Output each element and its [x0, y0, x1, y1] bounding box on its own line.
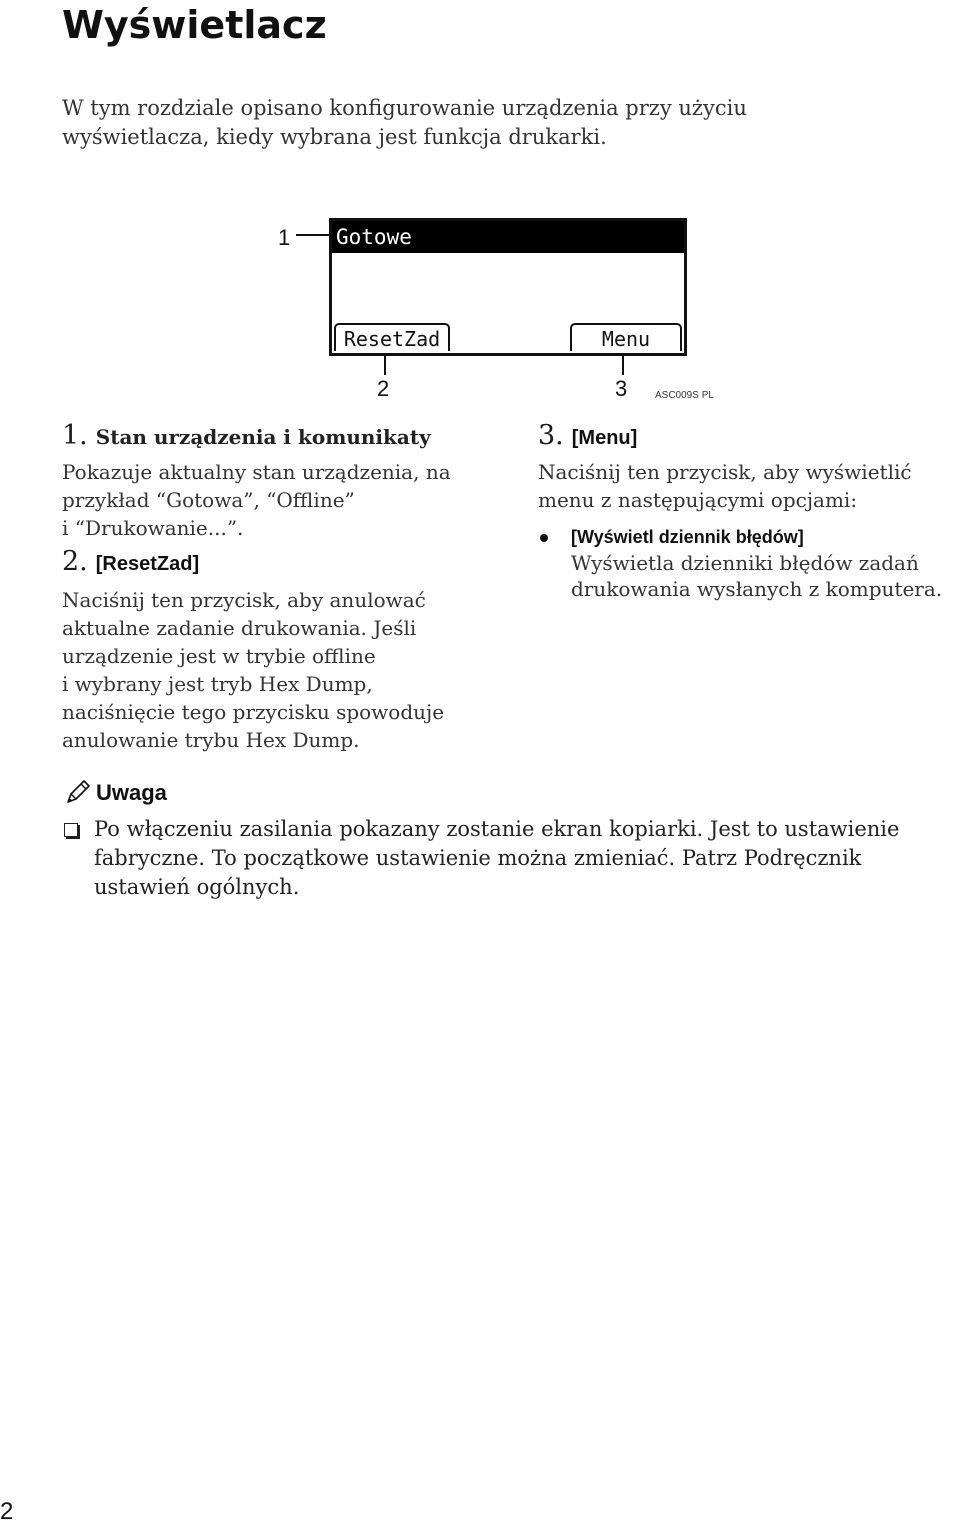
bullet-icon: [540, 534, 548, 542]
item-heading: [538, 422, 958, 458]
intro-line: W tym rozdziale opisano konfigurowanie urządzenia przy użyciu: [62, 96, 747, 120]
item-title: [ResetZad]: [95, 553, 200, 575]
right-column: [538, 422, 958, 602]
lcd-status-bar: Gotowe: [332, 221, 684, 253]
item-text-line: przykład “Gotowa”, “Offline”: [62, 488, 355, 512]
page-number: 2: [0, 1498, 14, 1525]
intro-paragraph: [62, 94, 902, 152]
item-text-line: i wybrany jest tryb Hex Dump,: [62, 672, 373, 696]
item-text-line: anulowanie trybu Hex Dump.: [62, 728, 360, 752]
item-text-line: i “Drukowanie...”.: [62, 516, 244, 540]
callout-2: 2: [377, 376, 390, 401]
left-column: [62, 422, 502, 754]
callout-2-line: [384, 353, 386, 375]
item-text-line: naciśnięcie tego przycisku spowoduje: [62, 700, 445, 724]
item-text-line: menu z następującymi opcjami:: [538, 488, 858, 512]
item-text-line: Naciśnij ten przycisk, aby wyświetlić: [538, 460, 912, 484]
menu-option-text: drukowania wysłanych z komputera.: [571, 577, 943, 601]
note-heading: [62, 775, 960, 811]
resetzad-softkey[interactable]: ResetZad: [334, 323, 450, 351]
note-title: Uwaga: [96, 780, 167, 805]
item-text-line: Pokazuje aktualny stan urządzenia, na: [62, 460, 451, 484]
item-menu: [538, 422, 958, 602]
menu-softkey[interactable]: Menu: [570, 323, 682, 351]
note-text-line: fabryczne. To początkowe ustawienie można zmieniać. Patrz Podręcznik: [94, 846, 862, 870]
checkbox-icon: [64, 823, 78, 837]
intro-line: wyświetlacza, kiedy wybrana jest funkcja drukarki.: [62, 125, 607, 149]
item-title: [Menu]: [571, 427, 638, 449]
callout-1: 1: [278, 225, 291, 250]
pencil-icon: [62, 778, 92, 808]
item-number: 1.: [62, 420, 88, 451]
item-number: 3.: [538, 420, 564, 451]
callout-3-line: [622, 353, 624, 375]
menu-option-text: Wyświetla dzienniki błędów zadań: [571, 551, 919, 575]
note-text-line: Po włączeniu zasilania pokazany zostanie ekran kopiarki. Jest to ustawienie: [94, 817, 900, 841]
item-text-line: aktualne zadanie drukowania. Jeśli: [62, 616, 417, 640]
page-title: Wyświetlacz: [62, 3, 327, 47]
note-item: [62, 815, 960, 902]
item-resetzad: [62, 548, 502, 754]
item-title: Stan urządzenia i komunikaty: [95, 425, 431, 449]
item-number: 2.: [62, 546, 88, 577]
item-heading: [62, 422, 502, 458]
menu-option: [538, 524, 958, 602]
display-diagram: [270, 210, 730, 410]
lcd-screen: [329, 218, 687, 356]
figure-code: ASC009S PL: [655, 390, 714, 401]
note-text-line: ustawień ogólnych.: [94, 875, 300, 899]
item-status: [62, 422, 502, 542]
note-section: [62, 775, 960, 902]
item-heading: [62, 548, 502, 584]
menu-option-title: [Wyświetl dziennik błędów]: [571, 527, 804, 547]
callout-3: 3: [615, 376, 628, 401]
callout-1-line: [296, 234, 332, 236]
item-text-line: Naciśnij ten przycisk, aby anulować: [62, 588, 426, 612]
item-text-line: urządzenie jest w trybie offline: [62, 644, 376, 668]
